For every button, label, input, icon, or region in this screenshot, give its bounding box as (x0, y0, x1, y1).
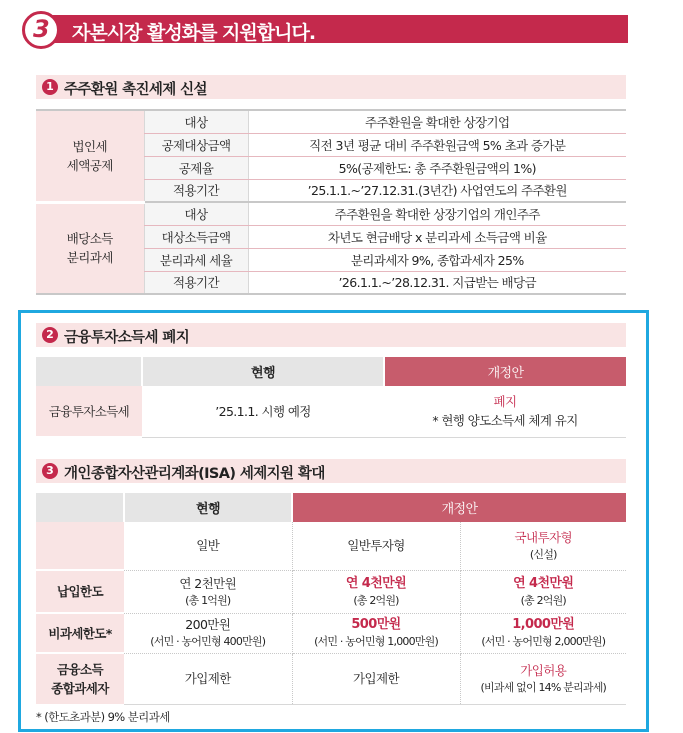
section2-table (36, 357, 626, 438)
item-value: 주주환원을 확대한 상장기업 (248, 110, 626, 133)
header-blank (36, 357, 142, 386)
main-header (22, 11, 628, 45)
item-label: 대상소득금액 (144, 225, 248, 248)
header-blank (36, 493, 124, 522)
section1-number: 1 (42, 79, 58, 95)
group-label: 배당소득 분리과세 (36, 202, 144, 294)
row-label (36, 522, 124, 570)
section1-header (36, 75, 626, 99)
domestic-value: 1,000만원 (서민 · 농어민형 2,000만원) (460, 613, 626, 653)
item-value: ’26.1.1.~’28.12.31. 지급받는 배당금 (248, 271, 626, 294)
section1-title: 주주환원 촉진세제 신설 (64, 82, 207, 98)
row-label: 금융투자소득세 (36, 386, 142, 437)
item-value: 주주환원을 확대한 상장기업의 개인주주 (248, 202, 626, 225)
general-value: 500만원 (서민 · 농어민형 1,000만원) (292, 613, 460, 653)
type-general: 일반투자형 (292, 522, 460, 570)
item-value: 차년도 현금배당 x 분리과세 소득금액 비율 (248, 225, 626, 248)
table-header-row (36, 357, 626, 386)
main-header-title: 자본시장 활성화를 지원합니다. (72, 22, 316, 44)
section2-title: 금융투자소득세 폐지 (64, 330, 190, 346)
current-value: 가입제한 (124, 653, 292, 704)
table-row (36, 522, 626, 570)
type-current: 일반 (124, 522, 292, 570)
section3-header (36, 459, 626, 483)
item-label: 적용기간 (144, 271, 248, 294)
row-label: 비과세한도* (36, 613, 124, 653)
header-new: 개정안 (384, 357, 626, 386)
new-value-main: 폐지 (493, 394, 517, 410)
current-value: 연 2천만원 (총 1억원) (124, 570, 292, 613)
item-value: ’25.1.1.~’27.12.31.(3년간) 사업연도의 주주환원 (248, 179, 626, 202)
group-label: 법인세 세액공제 (36, 110, 144, 202)
item-value: 직전 3년 평균 대비 주주환원금액 5% 초과 증가분 (248, 133, 626, 156)
table-row (36, 202, 626, 225)
domestic-value: 연 4천만원 (총 2억원) (460, 570, 626, 613)
row-label: 금융소득 종합과세자 (36, 653, 124, 704)
section2-header (36, 323, 626, 347)
section3-table (36, 493, 626, 705)
table-row (36, 570, 626, 613)
type-domestic: 국내투자형 (신설) (460, 522, 626, 570)
item-label: 공제대상금액 (144, 133, 248, 156)
new-value (384, 386, 626, 437)
section2-number: 2 (42, 327, 58, 343)
section3-title: 개인종합자산관리계좌(ISA) 세제지원 확대 (64, 466, 325, 482)
item-value: 분리과세자 9%, 종합과세자 25% (248, 248, 626, 271)
current-value: 200만원 (서민 · 농어민형 400만원) (124, 613, 292, 653)
domestic-value: 가입허용 (비과세 없이 14% 분리과세) (460, 653, 626, 704)
table-row (36, 613, 626, 653)
footnote: * (한도초과분) 9% 분리과세 (36, 710, 170, 724)
table-header-row (36, 493, 626, 522)
general-value: 가입제한 (292, 653, 460, 704)
item-label: 대상 (144, 202, 248, 225)
header-new: 개정안 (292, 493, 626, 522)
table-row (36, 110, 626, 133)
item-label: 분리과세 세율 (144, 248, 248, 271)
item-label: 대상 (144, 110, 248, 133)
table-row (36, 653, 626, 704)
section1-table (36, 109, 626, 295)
header-current: 현행 (142, 357, 384, 386)
section3-number: 3 (42, 463, 58, 479)
item-label: 적용기간 (144, 179, 248, 202)
row-label: 납입한도 (36, 570, 124, 613)
item-label: 공제율 (144, 156, 248, 179)
table-row (36, 386, 626, 437)
new-value-note: * 현행 양도소득세 체계 유지 (432, 413, 578, 429)
general-value: 연 4천만원 (총 2억원) (292, 570, 460, 613)
main-header-number: 3 (22, 11, 60, 49)
header-current: 현행 (124, 493, 292, 522)
current-value: ’25.1.1. 시행 예정 (142, 386, 384, 437)
item-value: 5%(공제한도: 총 주주환원금액의 1%) (248, 156, 626, 179)
